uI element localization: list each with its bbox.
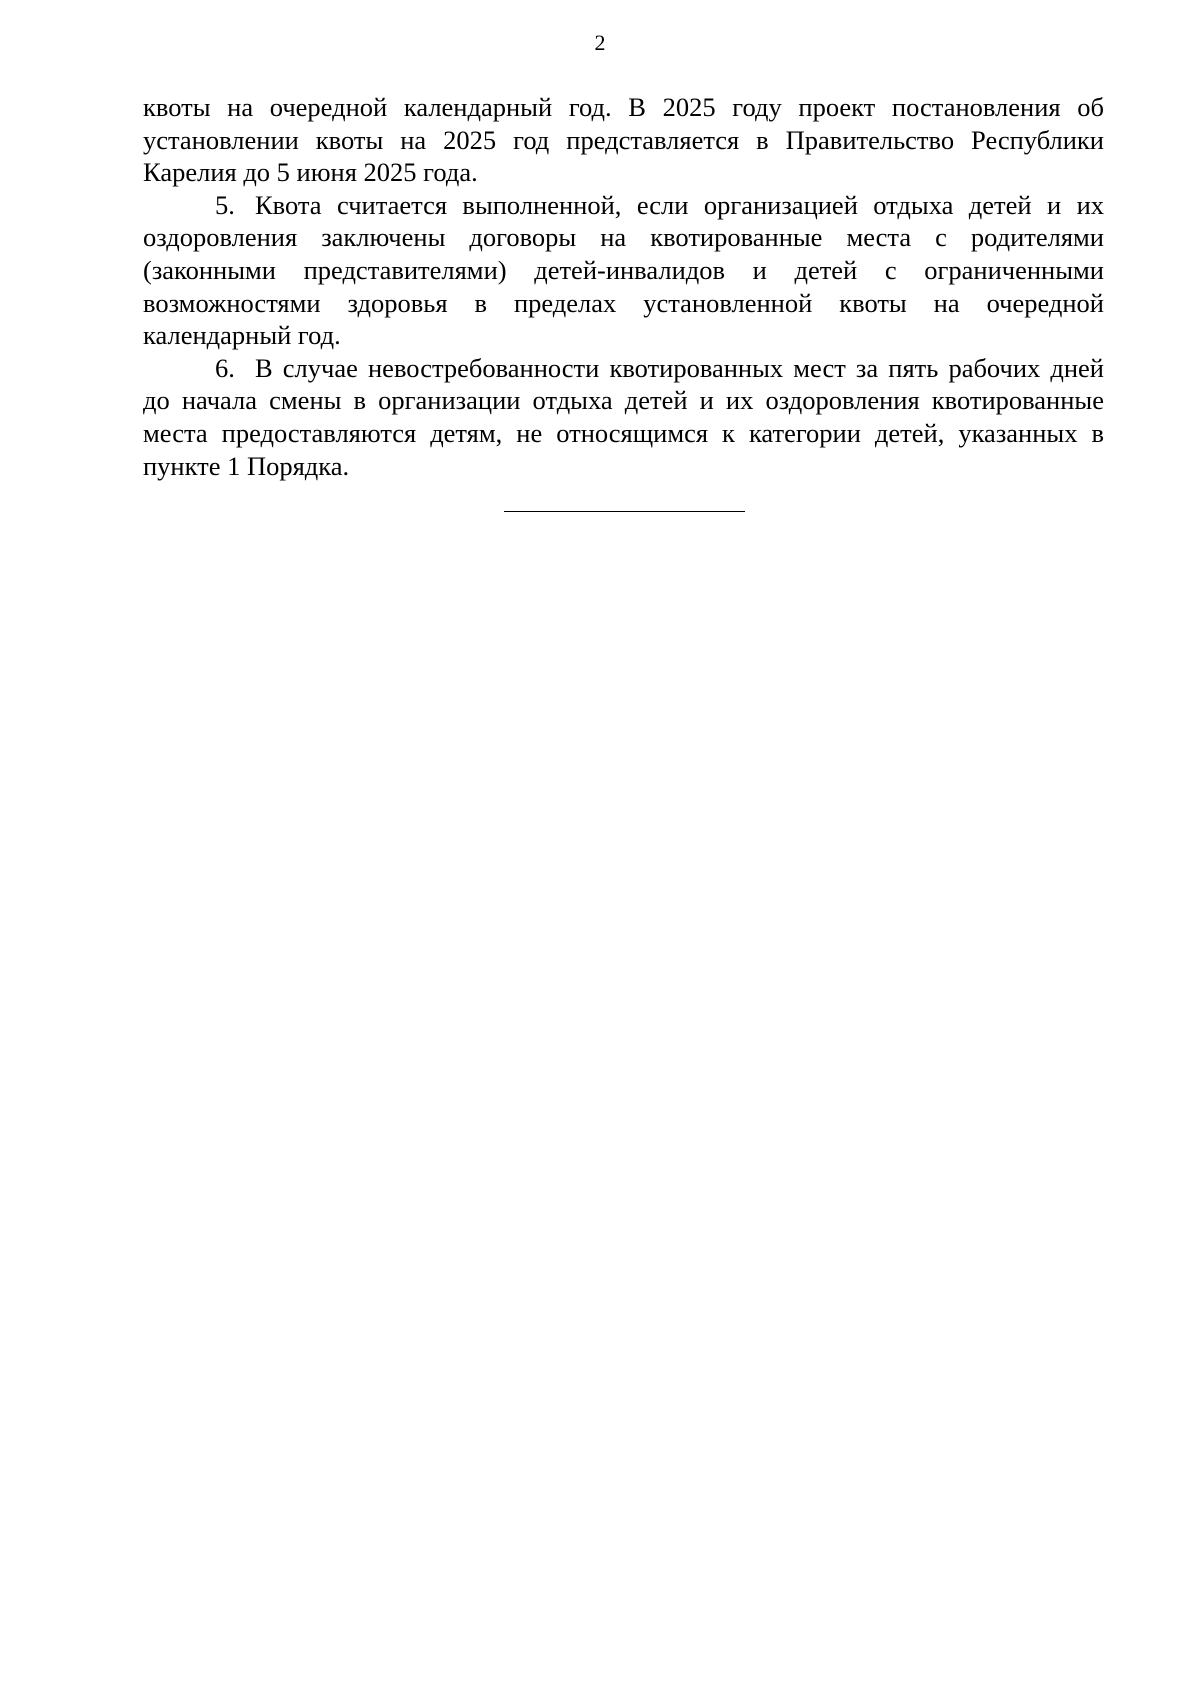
paragraph-item-5 [143, 189, 1104, 352]
page-number: 2 [594, 30, 606, 55]
paragraph-item-6 [143, 352, 1104, 482]
paragraph-text: квоты на очередной календарный год. В 2025 году проект постановления об установлении квоты на 2025 год представляется в Правительство Республики Карелия до 5 июня 2025 года. [143, 92, 1104, 188]
paragraph-continuation [143, 91, 1104, 189]
paragraph-number: 6. [215, 352, 235, 383]
document-body [143, 91, 1104, 482]
paragraph-text: В случае невостребованности квотированных мест за пять рабочих дней до начала смены в организации отдыха детей и их оздоровления квотированные места предоставляются детям, не относящимся к категории детей, указанных в пункте 1 Порядка. [143, 352, 1104, 481]
paragraph-text: Квота считается выполненной, если организацией отдыха детей и их оздоровления заключены договоры на квотированные места с родителями (законными представителями) детей-инвалидов и детей с ограниченными возможностями здоровья в пределах установленной квоты на очередной календарный год. [143, 189, 1104, 351]
end-of-document-rule [504, 511, 745, 512]
paragraph-number: 5. [215, 189, 235, 220]
